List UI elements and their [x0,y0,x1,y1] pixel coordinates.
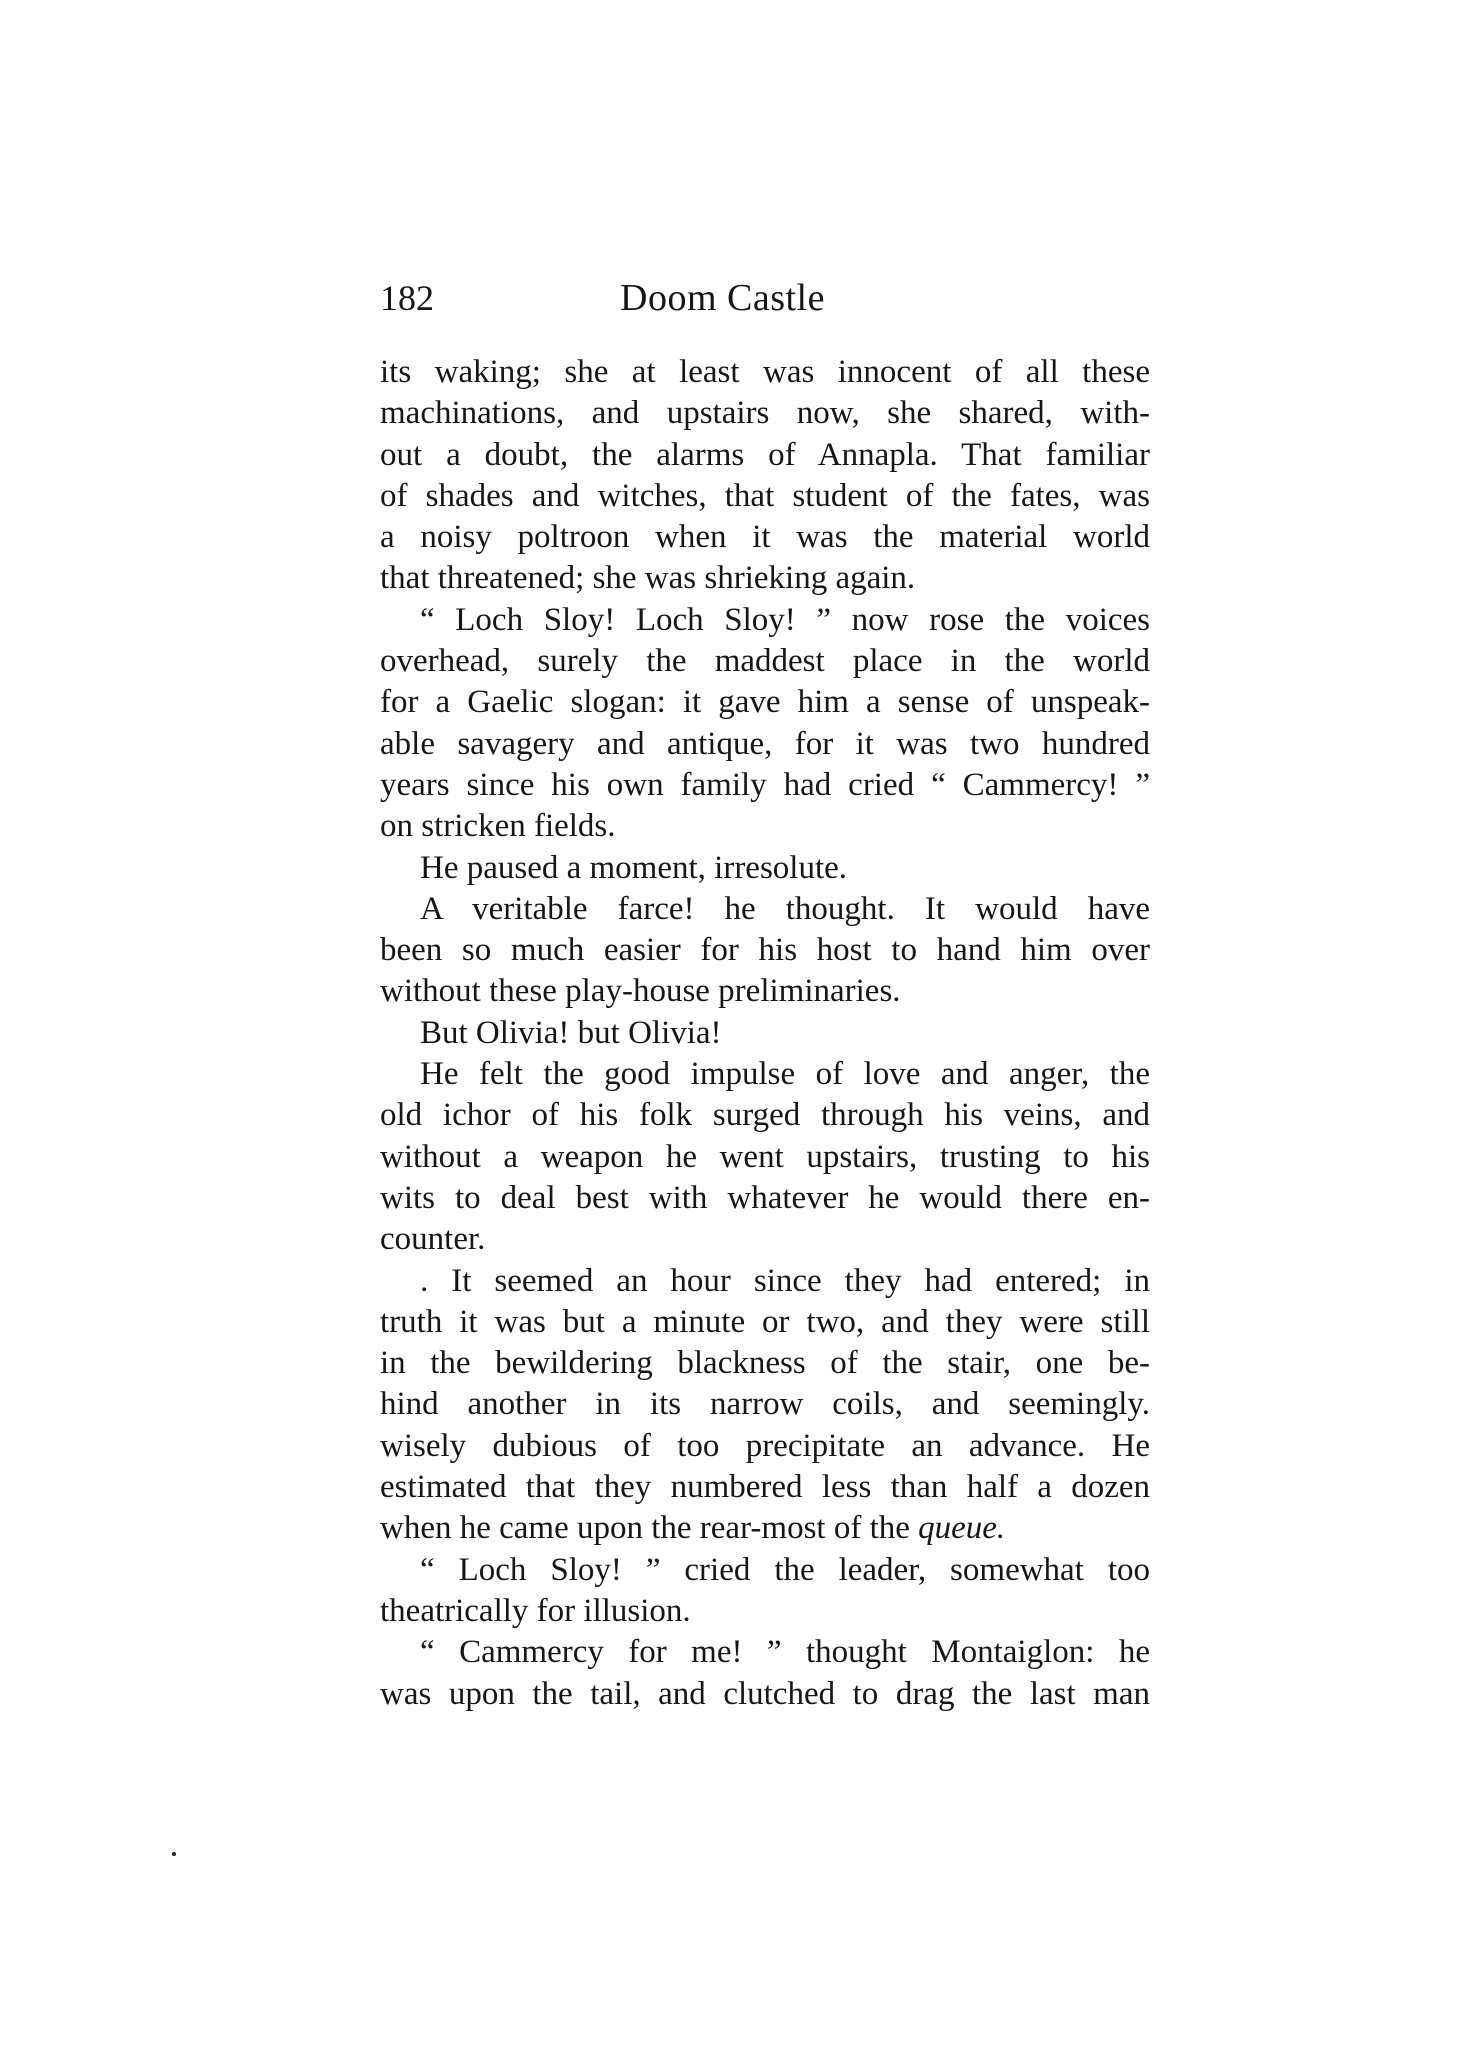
text-line-content: without a weapon he went upstairs, trusting to his [380,1138,1150,1175]
text-line [380,724,1150,765]
text-line [380,1591,1150,1632]
text-line [380,1013,1150,1054]
text-line-content: old ichor of his folk surged through his veins, and [380,1097,1150,1134]
text-line-content: “ Loch Sloy! Loch Sloy! ” now rose the voices [420,601,1150,638]
text-line-content: counter. [380,1221,486,1258]
text-line-content: when he came upon the rear-most of the [380,1510,919,1547]
text-line [380,641,1150,682]
text-line-content: hind another in its narrow coils, and seemingly. [380,1386,1150,1423]
text-line-content: was upon the tail, and clutched to drag the last man [380,1675,1150,1712]
text-line-content: He paused a moment, irresolute. [420,849,848,886]
text-line [380,930,1150,971]
page-header [380,268,1150,328]
text-line-content: in the bewildering blackness of the stair, one be- [380,1345,1150,1382]
text-line [380,517,1150,558]
text-line [380,1632,1150,1673]
text-line [380,1384,1150,1425]
text-line [380,393,1150,434]
text-line-content: been so much easier for his host to hand him over [380,932,1150,969]
text-line [380,476,1150,517]
text-line-content: “ Cammercy for me! ” thought Montaiglon: he [420,1634,1150,1671]
text-line-content: years since his own family had cried “ Cammercy! ” [380,766,1150,803]
page-number: 182 [380,278,434,318]
text-line-content: its waking; she at least was innocent of all these [380,354,1150,390]
print-speck [172,1852,176,1856]
text-line [380,435,1150,476]
text-line [380,889,1150,930]
text-line [380,1137,1150,1178]
text-line [380,682,1150,723]
text-line [380,1508,1150,1549]
text-line [380,600,1150,641]
text-line-content: overhead, surely the maddest place in the world [380,643,1150,680]
text-line-content: wits to deal best with whatever he would there en- [380,1179,1150,1216]
text-line [380,1219,1150,1260]
text-line [380,1054,1150,1095]
text-line-content: “ Loch Sloy! ” cried the leader, somewhat too [420,1551,1150,1588]
text-line [380,1343,1150,1384]
text-line [380,1674,1150,1715]
text-line [380,848,1150,889]
text-line-content: that threatened; she was shrieking again. [380,560,916,597]
text-line [380,971,1150,1012]
text-line [380,1467,1150,1508]
text-line-content: estimated that they numbered less than half a dozen [380,1469,1150,1506]
text-line [380,1302,1150,1343]
text-line-content: He felt the good impulse of love and anger, the [420,1056,1150,1093]
text-line-content: a noisy poltroon when it was the material world [380,519,1150,556]
text-line-content: wisely dubious of too precipitate an advance. He [380,1427,1150,1464]
text-line-content: truth it was but a minute or two, and they were still [380,1303,1150,1340]
text-line-content: theatrically for illusion. [380,1592,691,1629]
text-line-content: able savagery and antique, for it was two hundred [380,725,1150,762]
text-line [380,1095,1150,1136]
text-line-content: out a doubt, the alarms of Annapla. That familiar [380,436,1150,473]
text-line-content: A veritable farce! he thought. It would have [420,890,1150,927]
text-line-content: machinations, and upstairs now, she shared, with- [380,395,1150,432]
text-line-content: without these play-house preliminaries. [380,973,901,1010]
body-text [380,352,1150,1715]
text-line-content: of shades and witches, that student of the fates, was [380,477,1150,514]
italic-word: queue. [918,1510,1006,1547]
text-line [380,558,1150,599]
text-line [380,1178,1150,1219]
text-line [380,806,1150,847]
text-line-content: on stricken fields. [380,808,616,845]
text-line [380,1426,1150,1467]
text-line [380,1261,1150,1302]
text-line-content: . It seemed an hour since they had entered; in [420,1262,1150,1299]
text-line [380,765,1150,806]
running-title: Doom Castle [620,277,825,319]
text-line [380,1550,1150,1591]
text-line-content: for a Gaelic slogan: it gave him a sense of unspeak- [380,684,1150,721]
text-line [380,352,1150,393]
text-line-content: But Olivia! but Olivia! [420,1014,722,1051]
